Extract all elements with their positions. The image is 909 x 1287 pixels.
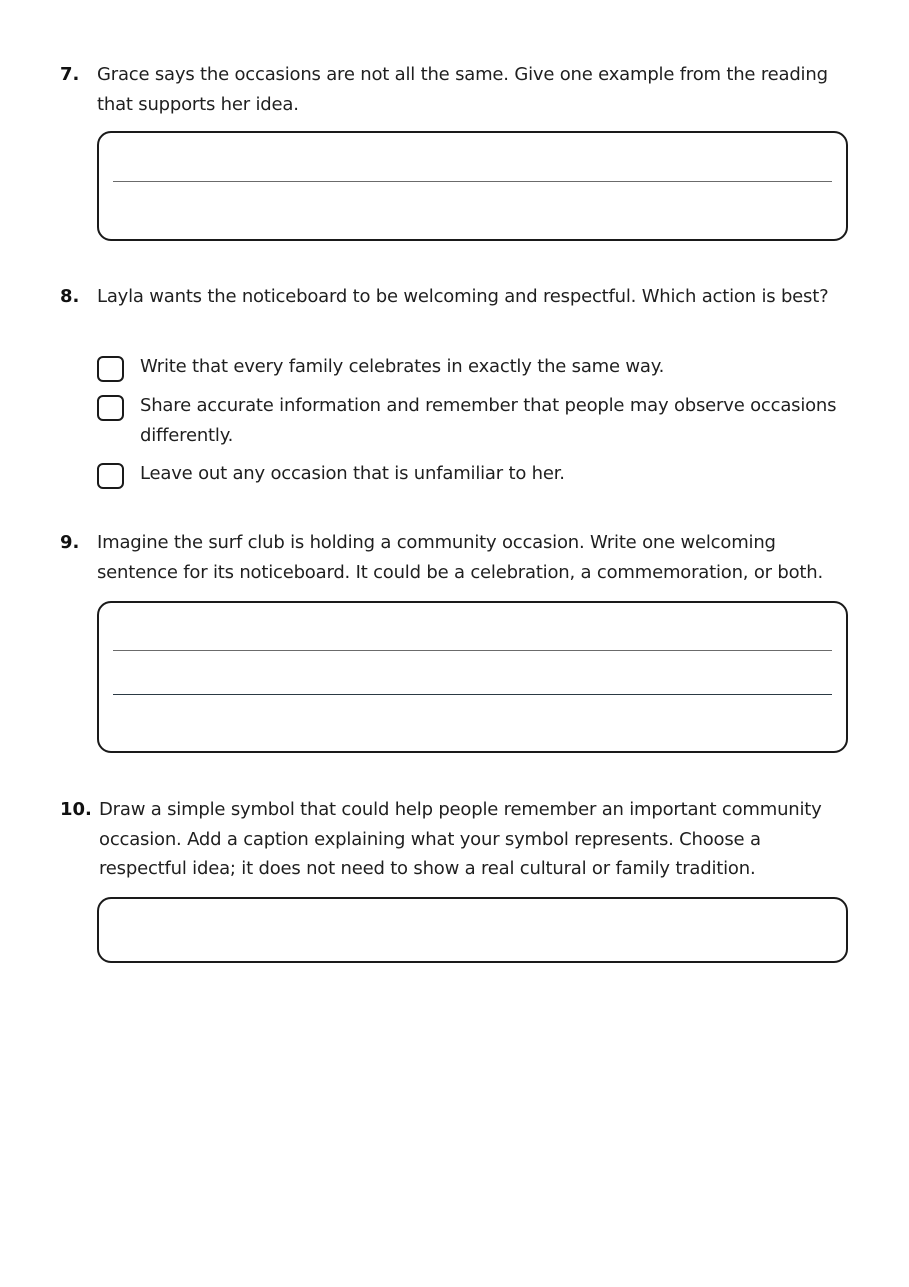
checkbox[interactable] [97, 356, 124, 382]
option-text: Write that every family celebrates in exactly the same way. [140, 356, 665, 377]
question-text: Grace says the occasions are not all the same. Give one example from the reading that supports her idea. [97, 64, 828, 115]
question-9 [60, 528, 850, 588]
checkbox[interactable] [97, 395, 124, 421]
option-c[interactable] [97, 463, 852, 493]
question-number: 9. [60, 532, 80, 553]
checkbox[interactable] [97, 463, 124, 489]
writing-line [113, 694, 832, 695]
question-number: 8. [60, 286, 80, 307]
writing-line [113, 181, 832, 182]
question-10 [60, 795, 850, 885]
answer-box-q10[interactable] [97, 897, 848, 963]
question-text: Imagine the surf club is holding a community occasion. Write one welcoming sentence for its noticeboard. It could be a celebration, a commemoration, or both. [97, 532, 824, 583]
question-text: Draw a simple symbol that could help people remember an important community occasion. Add a caption explaining what your symbol represents. Choose a respectful idea; it does not need to show a real cultural or family tradition. [99, 799, 822, 879]
writing-line [113, 650, 832, 651]
option-text: Leave out any occasion that is unfamiliar to her. [140, 463, 565, 484]
option-a[interactable] [97, 356, 852, 386]
answer-box-q7[interactable] [97, 131, 848, 241]
question-text: Layla wants the noticeboard to be welcoming and respectful. Which action is best? [97, 286, 829, 307]
question-number: 10. [60, 799, 92, 820]
answer-box-q9[interactable] [97, 601, 848, 753]
question-7 [60, 60, 850, 120]
question-8 [60, 282, 850, 342]
question-number: 7. [60, 64, 80, 85]
option-b[interactable] [97, 395, 852, 455]
option-text: Share accurate information and remember that people may observe occasions differently. [140, 395, 837, 446]
